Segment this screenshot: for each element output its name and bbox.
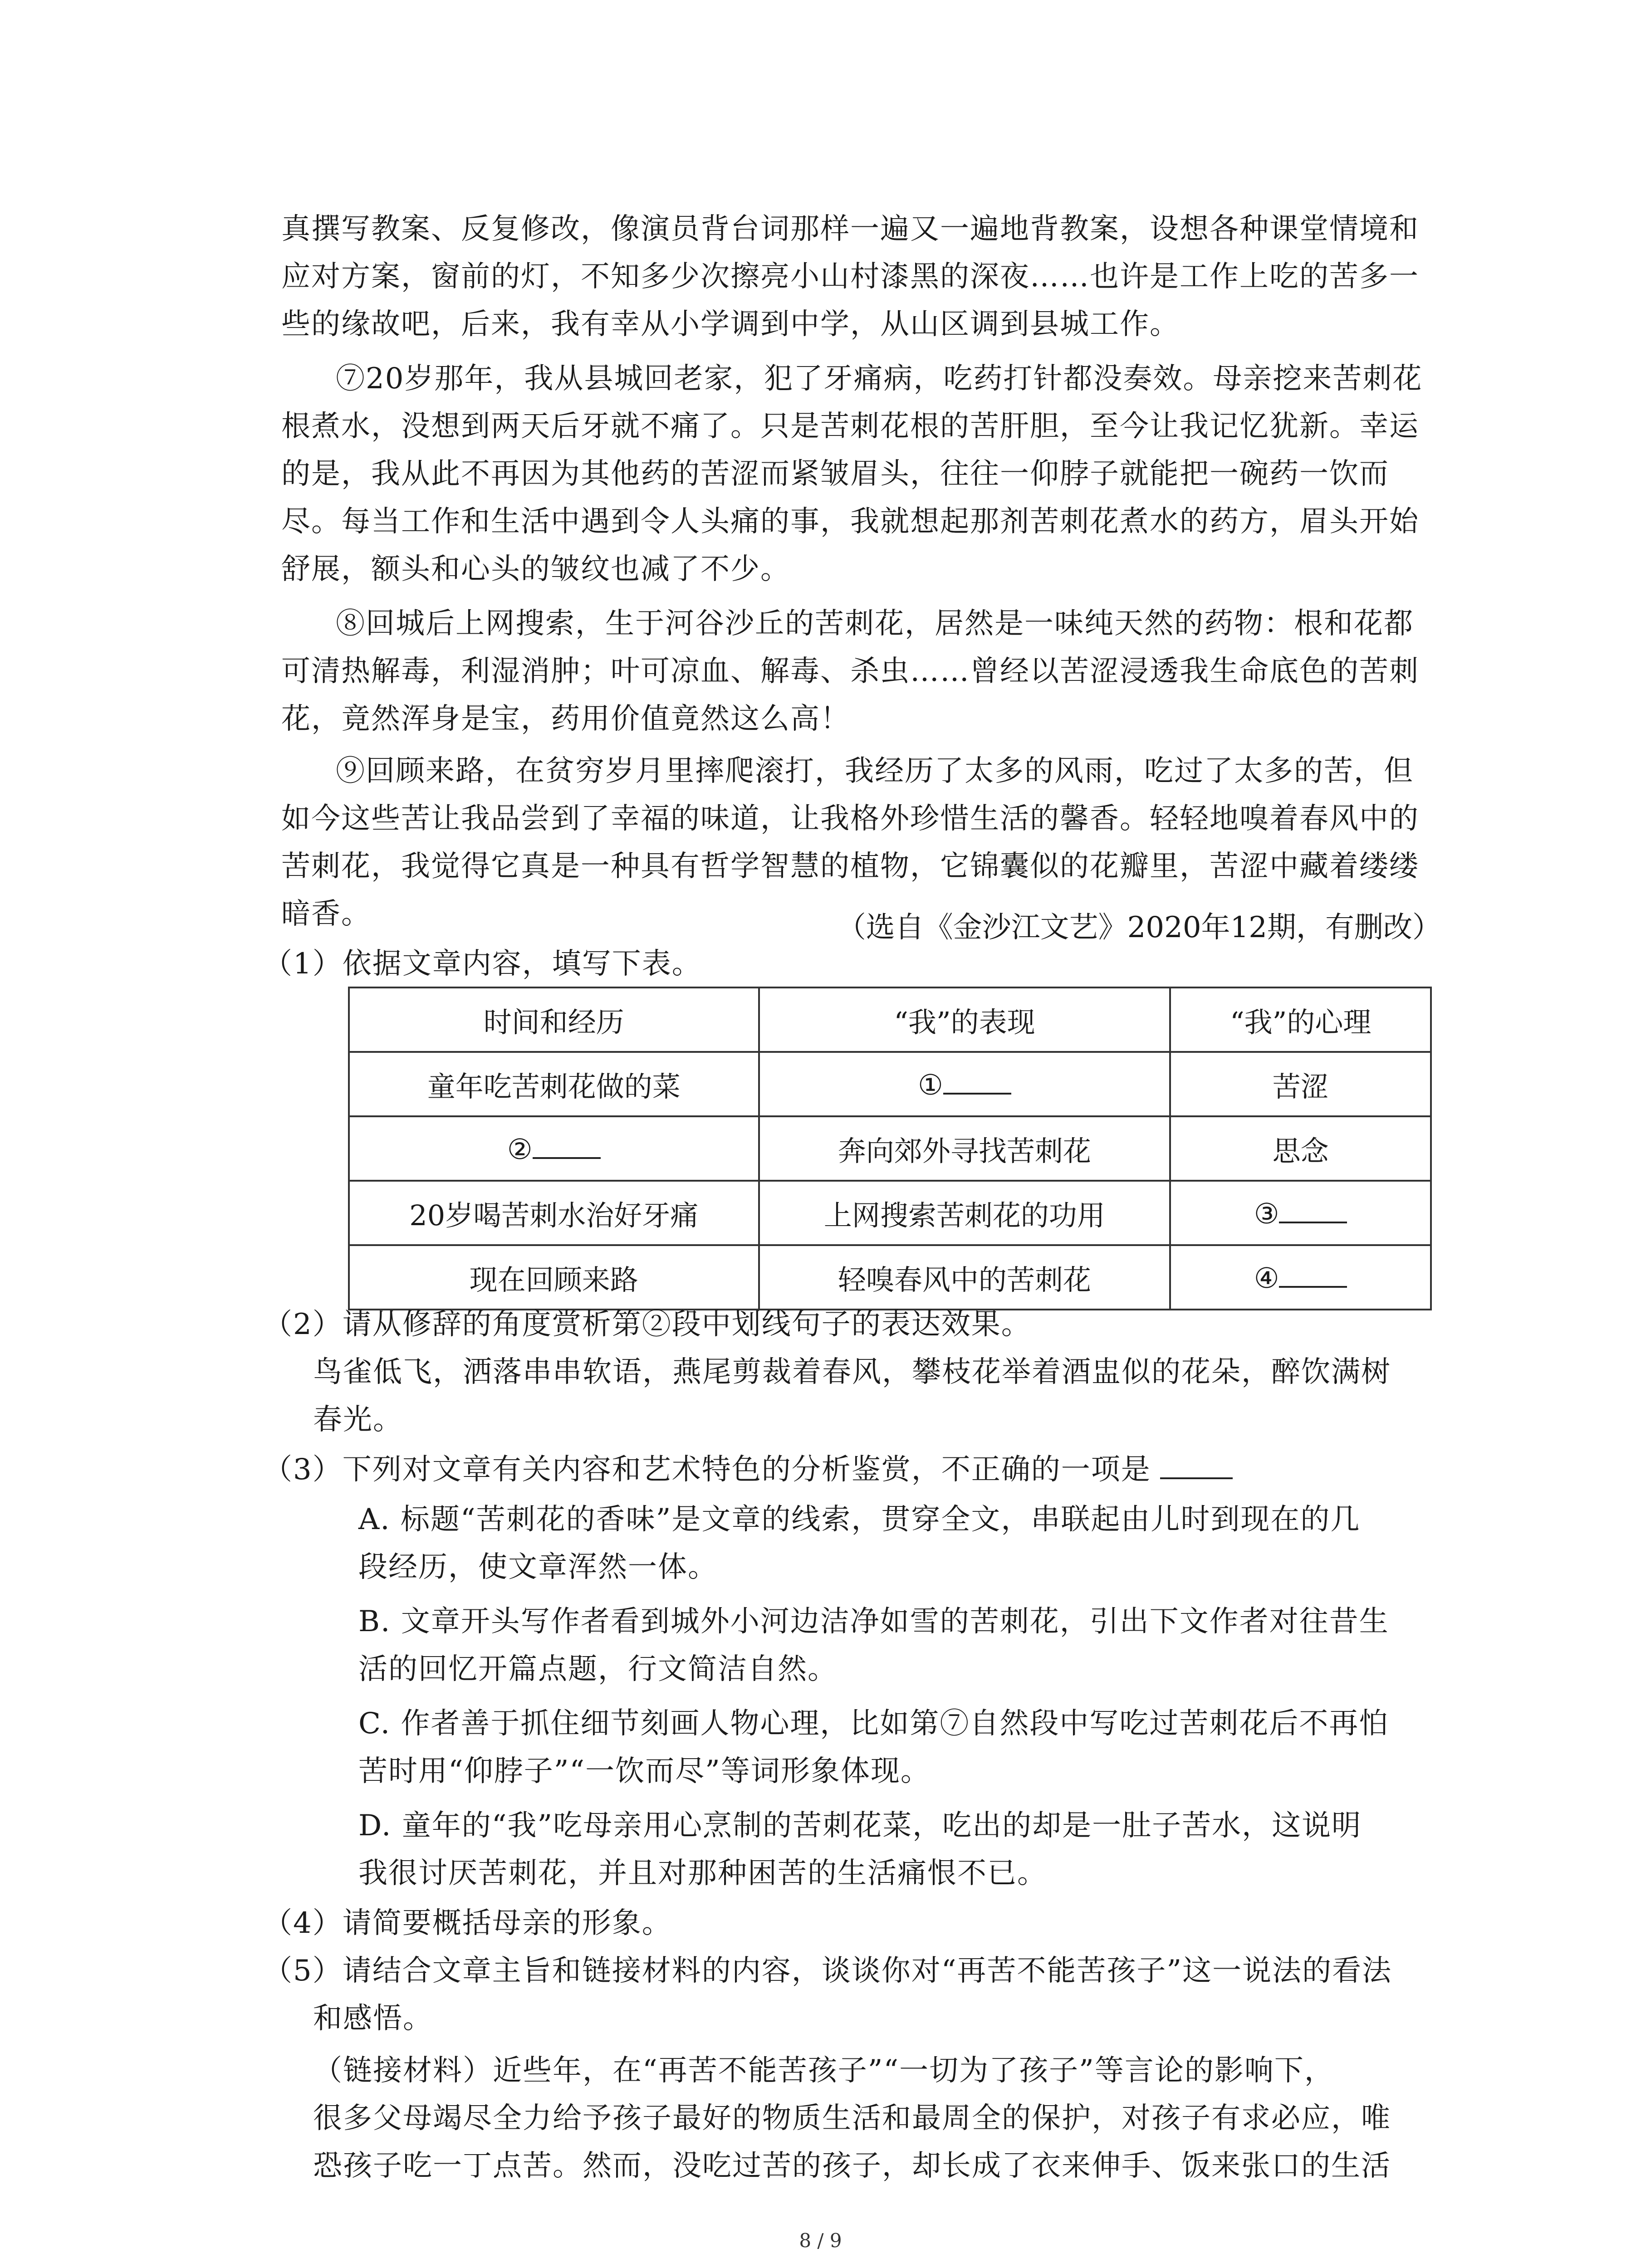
material-line: 很多父母竭尽全力给予孩子最好的物质生活和最周全的保护，对孩子有求必应，唯 xyxy=(313,2102,1391,2135)
text-line: 根煮水，没想到两天后牙就不痛了。只是苦刺花根的苦肝胆，至今让我记忆犹新。幸运 xyxy=(281,410,1419,443)
table-header-cell: “我”的心理 xyxy=(1170,987,1431,1052)
text-line: 应对方案，窗前的灯，不知多少次擦亮小山村漆黑的深夜……也许是工作上吃的苦多一 xyxy=(281,260,1419,293)
table-row xyxy=(349,1181,1431,1245)
text-line: 暗香。 xyxy=(281,897,371,931)
option-a[interactable]: A. 标题“苦刺花的香味”是文章的线索，贯穿全文，串联起由儿时到现在的几 xyxy=(358,1503,1361,1536)
question-3-text: （3）下列对文章有关内容和艺术特色的分析鉴赏，不正确的一项是 xyxy=(263,1453,1151,1486)
table-cell: 轻嗅春风中的苦刺花 xyxy=(759,1245,1171,1310)
text-line: ⑦20岁那年，我从县城回老家，犯了牙痛病，吃药打针都没奏效。母亲挖来苦刺花 xyxy=(336,362,1423,396)
table-header-cell: 时间和经历 xyxy=(349,987,759,1052)
text-line: 可清热解毒，利湿消肿；叶可凉血、解毒、杀虫……曾经以苦涩浸透我生命底色的苦刺 xyxy=(281,655,1419,688)
table-row xyxy=(349,1245,1431,1310)
text-line: 舒展，额头和心头的皱纹也减了不少。 xyxy=(281,552,790,586)
answer-blank[interactable] xyxy=(1279,1196,1347,1223)
table-cell: 现在回顾来路 xyxy=(349,1245,759,1310)
table-cell: 20岁喝苦刺水治好牙痛 xyxy=(349,1181,759,1245)
option-b[interactable]: B. 文章开头写作者看到城外小河边洁净如雪的苦刺花，引出下文作者对往昔生 xyxy=(358,1605,1389,1638)
table-cell-blank[interactable] xyxy=(1170,1245,1431,1310)
table-cell: 上网搜索苦刺花的功用 xyxy=(759,1181,1171,1245)
material-line: 恐孩子吃一丁点苦。然而，没吃过苦的孩子，却长成了衣来伸手、饭来张口的生活 xyxy=(313,2149,1391,2183)
table-header-cell: “我”的表现 xyxy=(759,987,1171,1052)
table-row xyxy=(349,1116,1431,1181)
text-line: 真撰写教案、反复修改，像演员背台词那样一遍又一遍地背教案，设想各种课堂情境和 xyxy=(281,212,1419,246)
blank-number: ④ xyxy=(1254,1261,1279,1295)
answer-blank[interactable] xyxy=(1279,1261,1347,1288)
quoted-sentence: 鸟雀低飞，洒落串串软语，燕尾剪裁着春风，攀枝花举着酒盅似的花朵，醉饮满树 xyxy=(313,1355,1391,1389)
option-a-cont: 段经历，使文章浑然一体。 xyxy=(358,1550,718,1584)
table-cell-blank[interactable] xyxy=(1170,1181,1431,1245)
table-cell-blank[interactable] xyxy=(759,1052,1171,1116)
question-4-prompt: （4）请简要概括母亲的形象。 xyxy=(263,1906,672,1940)
quoted-sentence: 春光。 xyxy=(313,1403,403,1437)
text-line: ⑨回顾来路，在贫穷岁月里摔爬滚打，我经历了太多的风雨，吃过了太多的苦，但 xyxy=(336,754,1414,788)
table-cell: 思念 xyxy=(1170,1116,1431,1181)
option-b-cont: 活的回忆开篇点题，行文简洁自然。 xyxy=(358,1652,838,1686)
text-line: 的是，我从此不再因为其他药的苦涩而紧皱眉头，往往一仰脖子就能把一碗药一饮而 xyxy=(281,457,1389,491)
answer-blank[interactable] xyxy=(943,1067,1011,1095)
question-1-prompt: （1）依据文章内容，填写下表。 xyxy=(263,947,702,981)
answer-blank[interactable] xyxy=(1160,1452,1233,1479)
table-cell-blank[interactable] xyxy=(349,1116,759,1181)
table-header-row xyxy=(349,987,1431,1052)
fill-in-table xyxy=(348,987,1432,1310)
text-line: 苦刺花，我觉得它真是一种具有哲学智慧的植物，它锦囊似的花瓣里，苦涩中藏着缕缕 xyxy=(281,850,1419,883)
question-5-prompt: （5）请结合文章主旨和链接材料的内容，谈谈你对“再苦不能苦孩子”这一说法的看法 xyxy=(263,1954,1392,1988)
blank-number: ② xyxy=(507,1132,533,1166)
blank-number: ① xyxy=(918,1068,943,1101)
source-citation: （选自《金沙江文艺》2020年12期，有删改） xyxy=(837,911,1441,944)
text-line: 花，竟然浑身是宝，药用价值竟然这么高！ xyxy=(281,702,850,736)
option-c[interactable]: C. 作者善于抓住细节刻画人物心理，比如第⑦自然段中写吃过苦刺花后不再怕 xyxy=(358,1707,1389,1740)
question-2-prompt: （2）请从修辞的角度赏析第②段中划线句子的表达效果。 xyxy=(263,1308,1031,1341)
option-d-cont: 我很讨厌苦刺花，并且对那种困苦的生活痛恨不已。 xyxy=(358,1857,1047,1890)
table-cell: 奔向郊外寻找苦刺花 xyxy=(759,1116,1171,1181)
text-line: 尽。每当工作和生活中遇到令人头痛的事，我就想起那剂苦刺花煮水的药方，眉头开始 xyxy=(281,505,1419,538)
text-line: 如今这些苦让我品尝到了幸福的味道，让我格外珍惜生活的馨香。轻轻地嗅着春风中的 xyxy=(281,802,1419,836)
table-cell: 苦涩 xyxy=(1170,1052,1431,1116)
option-c-cont: 苦时用“仰脖子”“一饮而尽”等词形象体现。 xyxy=(358,1755,931,1788)
text-line: 些的缘故吧，后来，我有幸从小学调到中学，从山区调到县城工作。 xyxy=(281,308,1180,341)
table-row xyxy=(349,1052,1431,1116)
question-3-prompt xyxy=(263,1447,1233,1492)
blank-number: ③ xyxy=(1254,1197,1279,1230)
option-d[interactable]: D. 童年的“我”吃母亲用心烹制的苦刺花菜，吃出的却是一肚子苦水，这说明 xyxy=(358,1809,1362,1843)
question-5-prompt-cont: 和感悟。 xyxy=(313,2002,433,2035)
material-line: （链接材料）近些年，在“再苦不能苦孩子”“一切为了孩子”等言论的影响下， xyxy=(313,2054,1334,2087)
answer-blank[interactable] xyxy=(533,1132,601,1159)
table-cell: 童年吃苦刺花做的菜 xyxy=(349,1052,759,1116)
text-line: ⑧回城后上网搜索，生于河谷沙丘的苦刺花，居然是一味纯天然的药物：根和花都 xyxy=(336,607,1414,640)
page-number: 8 / 9 xyxy=(799,2229,842,2252)
